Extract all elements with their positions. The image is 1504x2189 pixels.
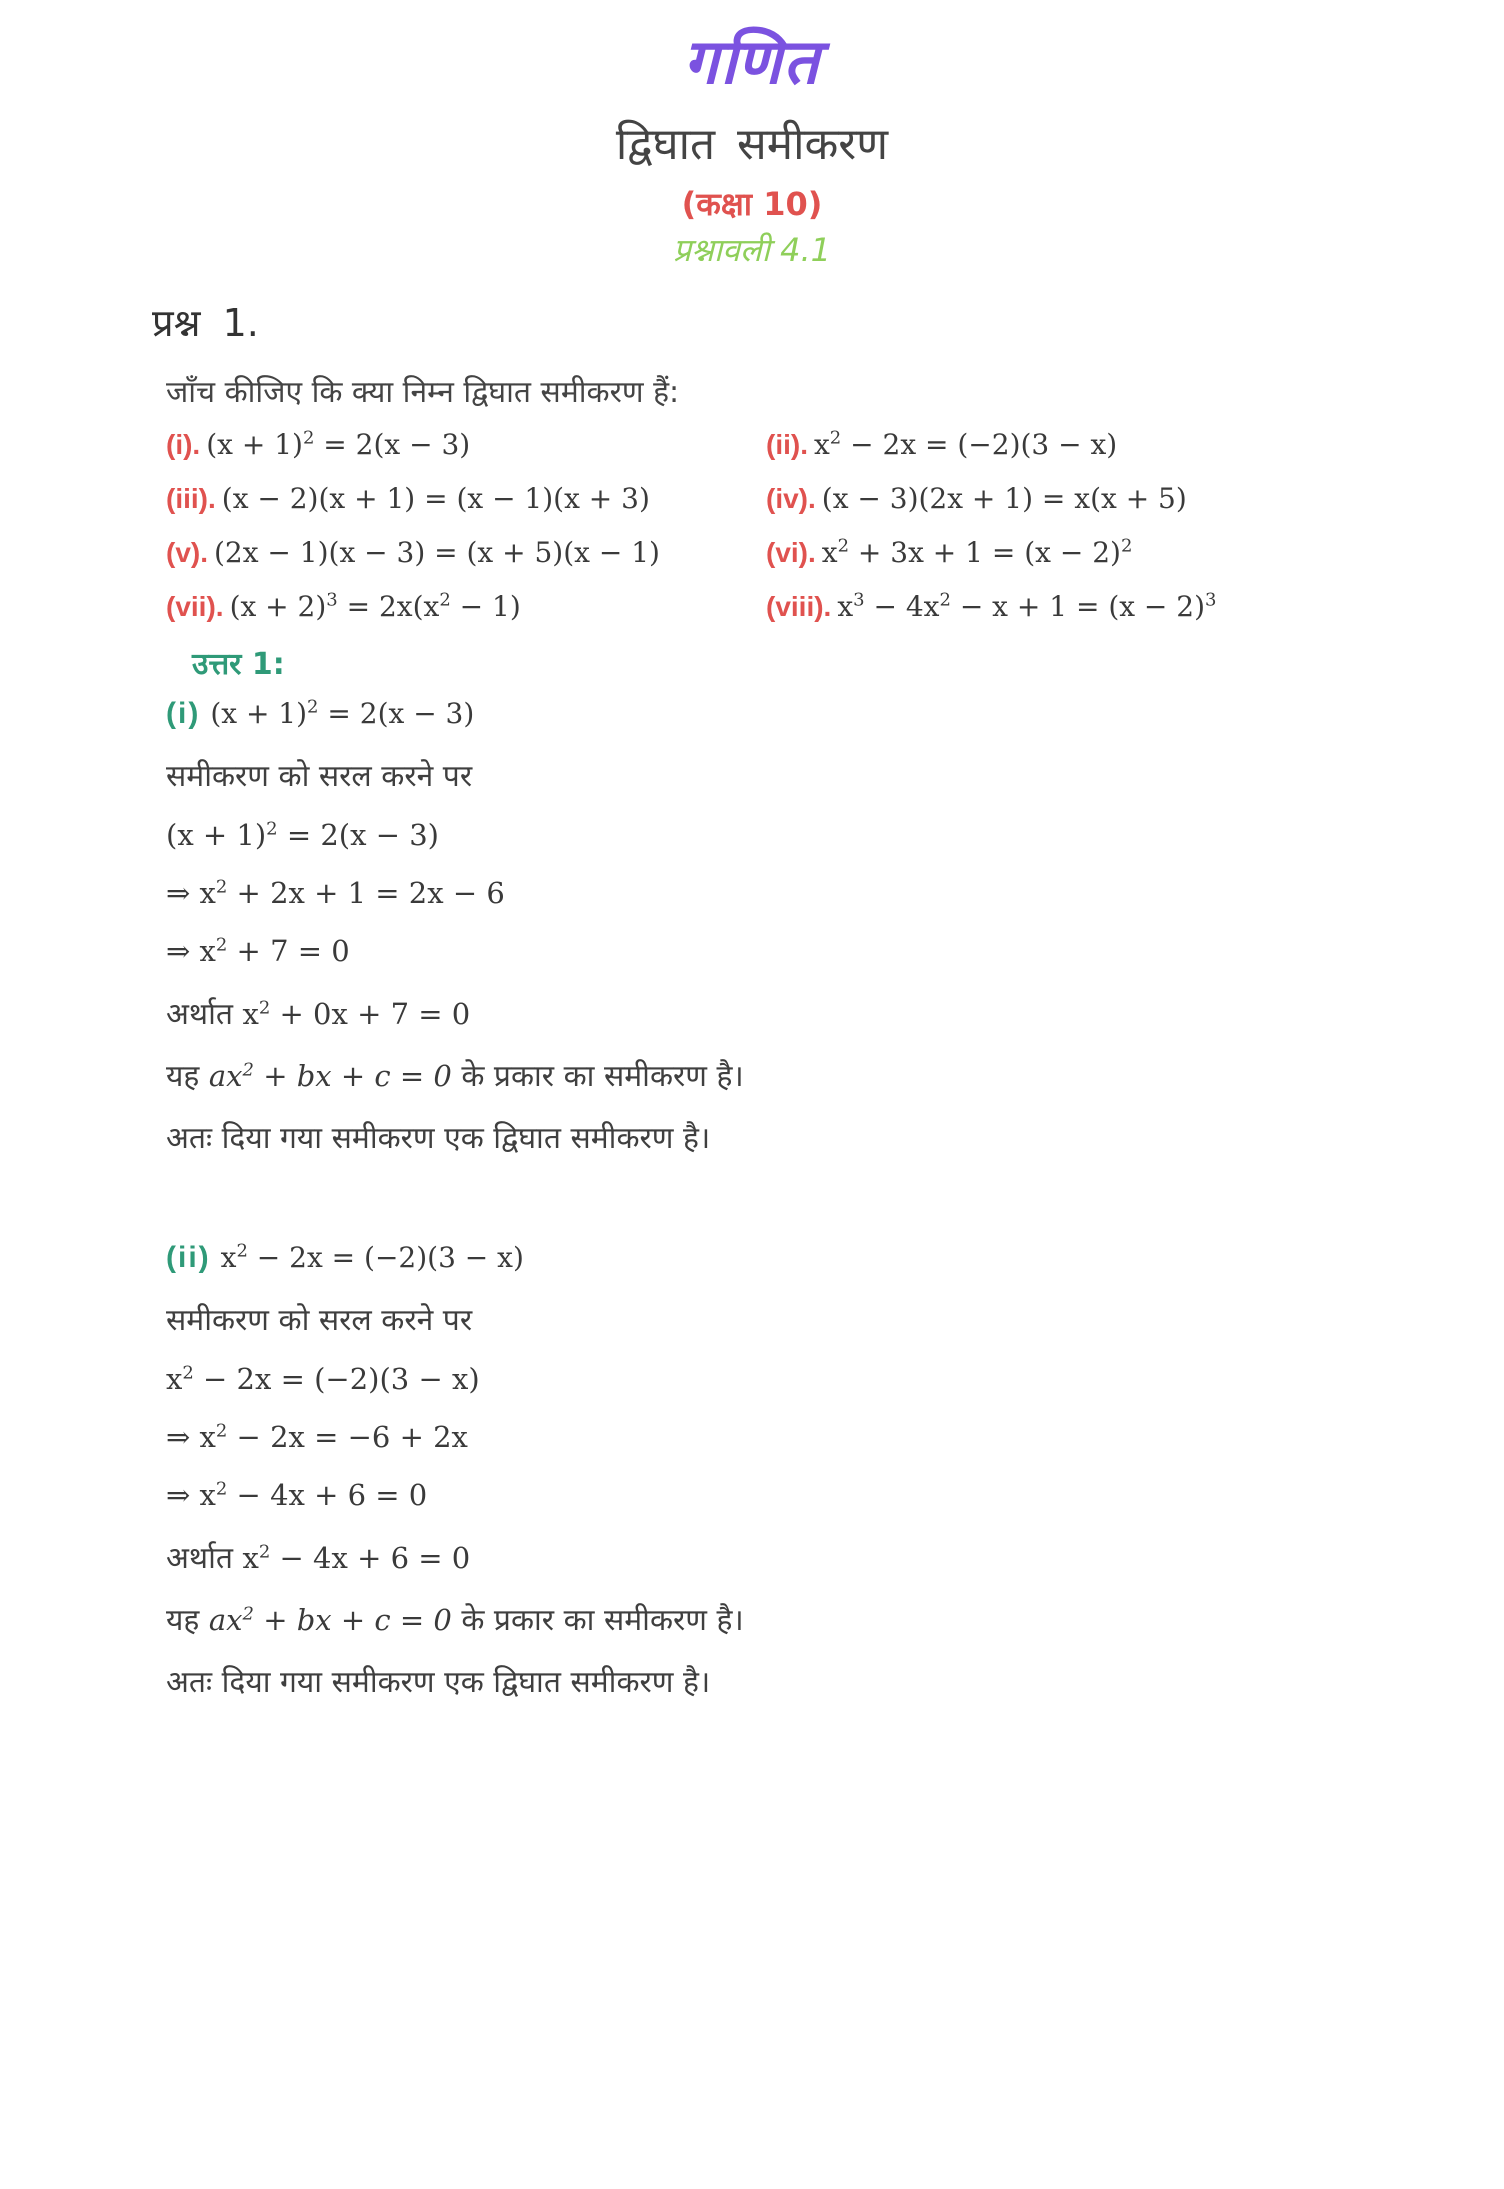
item-number: (vi). xyxy=(766,537,816,568)
question-item-iii xyxy=(166,482,650,515)
eq-sup: 2 xyxy=(215,876,228,898)
eq-part: (x + 2) xyxy=(229,590,327,623)
question-item-iv xyxy=(766,482,1187,515)
question-item-viii xyxy=(766,590,1216,623)
question-instruction: जाँच कीजिए कि क्या निम्न द्विघात समीकरण हैं: xyxy=(166,375,680,410)
eq-part: ⇒ x xyxy=(166,1420,216,1454)
eq-part: − 4x + 6 = 0 xyxy=(270,1541,471,1575)
eq-sup: 2 xyxy=(215,934,228,956)
eq-part: + bx + c = 0 xyxy=(253,1059,452,1093)
eq-sup: 2 xyxy=(939,589,951,611)
solution-step xyxy=(166,1536,470,1577)
eq-part: = 2x(x xyxy=(337,590,440,623)
eq-part: − 2x = −6 + 2x xyxy=(227,1420,468,1454)
text-part: अर्थात xyxy=(166,1541,243,1576)
eq-part: (x − 2)(x + 1) = (x − 1)(x + 3) xyxy=(221,482,650,515)
standard-form-line xyxy=(166,1598,744,1639)
eq-sup: 2 xyxy=(215,1478,228,1500)
eq-part: ⇒ x xyxy=(166,1478,216,1512)
eq-part: x xyxy=(220,1241,237,1274)
eq-part: − 1) xyxy=(450,590,521,623)
solution-step xyxy=(166,818,439,853)
eq-sup: 3 xyxy=(1205,589,1217,611)
solution-step xyxy=(166,876,505,911)
question-item-vii xyxy=(166,590,521,623)
eq-part: − x + 1 = (x − 2) xyxy=(950,590,1206,623)
eq-part: ax xyxy=(208,1059,243,1093)
solution-step xyxy=(166,1478,427,1513)
question-label: प्रश्न 1. xyxy=(152,301,259,345)
eq-sup: 2 xyxy=(1120,535,1133,557)
exercise-label: प्रश्नावली 4.1 xyxy=(673,231,831,269)
solution-step xyxy=(166,992,470,1033)
eq-part: = 2(x − 3) xyxy=(314,428,471,461)
simplify-text: समीकरण को सरल करने पर xyxy=(166,1303,473,1338)
eq-sup: 2 xyxy=(307,696,319,718)
eq-sup: 2 xyxy=(242,1603,254,1625)
eq-part: x xyxy=(242,1541,259,1575)
text-part: अर्थात xyxy=(166,997,243,1032)
eq-part: = 2(x − 3) xyxy=(318,697,475,730)
eq-sup: 2 xyxy=(242,1059,254,1081)
item-number: (viii). xyxy=(766,591,832,622)
eq-part: x xyxy=(166,1362,183,1396)
question-item-ii xyxy=(766,428,1117,461)
eq-sup: 2 xyxy=(215,1420,228,1442)
eq-part: + 3x + 1 = (x − 2) xyxy=(849,536,1121,569)
eq-sup: 2 xyxy=(302,427,315,449)
question-item-vi xyxy=(766,536,1132,569)
eq-sup: 2 xyxy=(258,1541,271,1563)
item-number: (i). xyxy=(166,429,201,460)
eq-sup: 3 xyxy=(326,589,338,611)
text-part: यह xyxy=(166,1059,209,1094)
eq-part: + 7 = 0 xyxy=(227,934,350,968)
eq-part: − 4x + 6 = 0 xyxy=(227,1478,428,1512)
item-number: (iv). xyxy=(766,483,816,514)
item-number: (ii). xyxy=(766,429,808,460)
item-number: (iii). xyxy=(166,483,216,514)
eq-part: x xyxy=(814,428,830,461)
eq-part: (x − 3)(2x + 1) = x(x + 5) xyxy=(821,482,1187,515)
eq-part: ⇒ x xyxy=(166,934,216,968)
part-label: (i) xyxy=(166,697,201,730)
part-i-heading xyxy=(166,696,474,731)
eq-part: (x + 1) xyxy=(166,818,267,852)
part-label: (ii) xyxy=(166,1241,211,1274)
text-part: के प्रकार का समीकरण है। xyxy=(451,1603,744,1638)
text-part: के प्रकार का समीकरण है। xyxy=(451,1059,744,1094)
question-item-i xyxy=(166,428,470,461)
eq-part: = 2(x − 3) xyxy=(277,818,439,852)
eq-part: x xyxy=(242,997,259,1031)
eq-part: + 0x + 7 = 0 xyxy=(270,997,471,1031)
eq-sup: 2 xyxy=(266,818,278,840)
eq-part: (x + 1) xyxy=(206,428,303,461)
conclusion-text: अतः दिया गया समीकरण एक द्विघात समीकरण है। xyxy=(166,1665,711,1700)
eq-part: (x + 1) xyxy=(210,697,308,730)
subject-title: गणित xyxy=(683,25,821,98)
eq-sup: 2 xyxy=(182,1362,194,1384)
eq-sup: 2 xyxy=(829,427,842,449)
eq-sup: 2 xyxy=(236,1240,248,1262)
part-ii-heading xyxy=(166,1240,524,1275)
item-number: (vii). xyxy=(166,591,224,622)
eq-sup: 2 xyxy=(837,535,850,557)
eq-part: + bx + c = 0 xyxy=(253,1603,452,1637)
class-label: (कक्षा 10) xyxy=(681,185,823,223)
simplify-text: समीकरण को सरल करने पर xyxy=(166,759,473,794)
eq-part: − 4x xyxy=(864,590,940,623)
eq-sup: 3 xyxy=(853,589,865,611)
eq-part: (2x − 1)(x − 3) = (x + 5)(x − 1) xyxy=(214,536,660,569)
eq-part: x xyxy=(821,536,838,569)
question-item-v xyxy=(166,536,660,569)
standard-form-line xyxy=(166,1054,744,1095)
conclusion-text: अतः दिया गया समीकरण एक द्विघात समीकरण है। xyxy=(166,1121,711,1156)
eq-sup: 2 xyxy=(258,997,271,1019)
answer-label: उत्तर 1: xyxy=(192,647,285,682)
item-number: (v). xyxy=(166,537,208,568)
eq-part: − 2x = (−2)(3 − x) xyxy=(193,1362,480,1396)
eq-part: x xyxy=(837,590,854,623)
solution-step xyxy=(166,934,350,969)
solution-step xyxy=(166,1362,480,1397)
eq-part: ax xyxy=(208,1603,243,1637)
chapter-title: द्विघात समीकरण xyxy=(615,119,889,170)
eq-part: + 2x + 1 = 2x − 6 xyxy=(227,876,505,910)
eq-part: − 2x = (−2)(3 − x) xyxy=(247,1241,524,1274)
eq-part: − 2x = (−2)(3 − x) xyxy=(841,428,1118,461)
solution-step xyxy=(166,1420,468,1455)
eq-sup: 2 xyxy=(439,589,451,611)
eq-part: ⇒ x xyxy=(166,876,216,910)
text-part: यह xyxy=(166,1603,209,1638)
